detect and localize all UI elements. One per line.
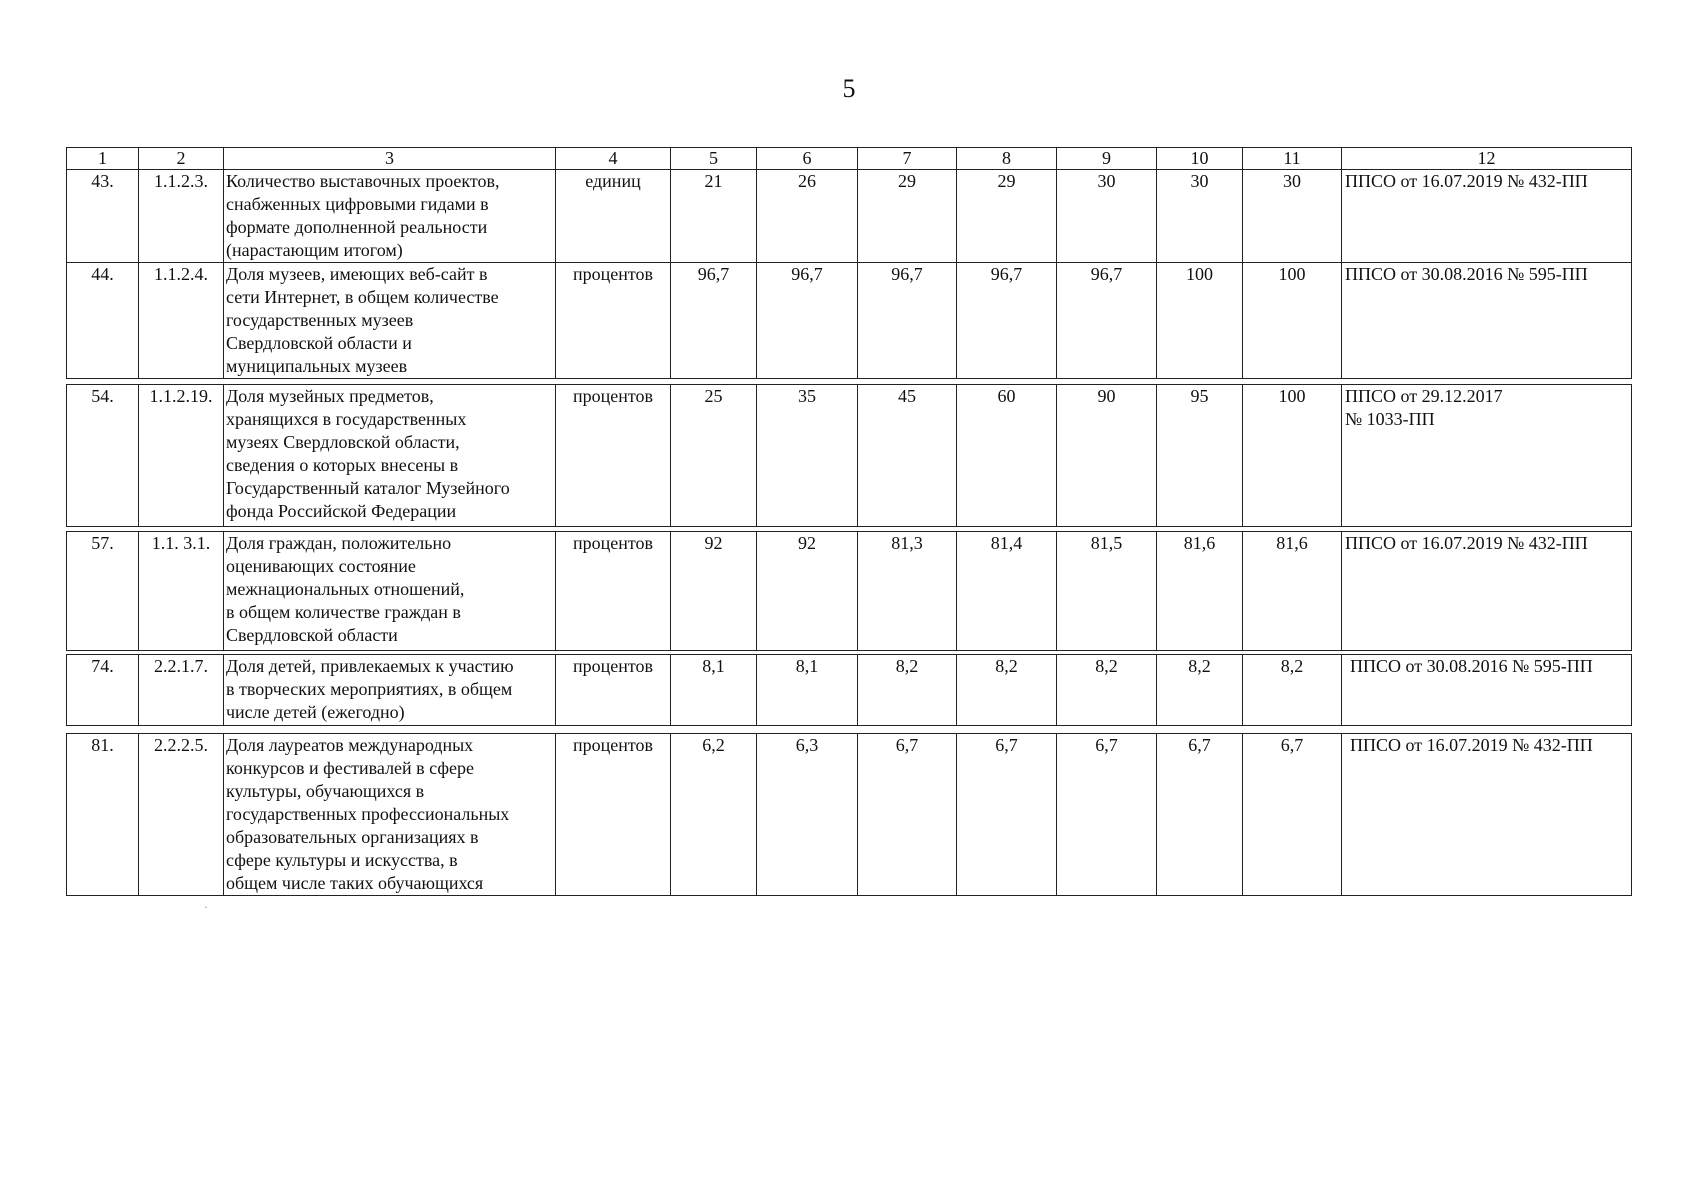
page-number: 5: [842, 74, 856, 103]
value-cell: 29: [858, 170, 957, 263]
row-number-cell: 57.: [67, 532, 139, 651]
description-line: государственных профессиональных: [226, 804, 510, 824]
description-line: в общем количестве граждан в: [226, 602, 461, 622]
column-number-header: 4: [556, 148, 671, 170]
description-line: Государственный каталог Музейного: [226, 478, 510, 498]
indicator-description-cell: [224, 263, 556, 379]
column-number-header: 10: [1157, 148, 1243, 170]
description-line: Количество выставочных проектов,: [226, 171, 500, 191]
value-cell: 21: [671, 170, 757, 263]
source-document-cell: [1342, 263, 1632, 379]
value-cell: 81,3: [858, 532, 957, 651]
source-document-cell: [1342, 385, 1632, 527]
column-number-header: 12: [1342, 148, 1632, 170]
indicator-code-cell: 1.1.2.4.: [139, 263, 224, 379]
value-cell: 8,2: [858, 655, 957, 726]
source-line: ППСО от 16.07.2019 № 432-ПП: [1350, 735, 1593, 755]
description-line: сети Интернет, в общем количестве: [226, 287, 499, 307]
value-cell: 6,2: [671, 734, 757, 896]
row-number-cell: 74.: [67, 655, 139, 726]
value-cell: 90: [1057, 385, 1157, 527]
source-line: № 1033-ПП: [1345, 409, 1435, 429]
value-cell: 81,4: [957, 532, 1057, 651]
value-cell: 81,5: [1057, 532, 1157, 651]
value-cell: 60: [957, 385, 1057, 527]
value-cell: 6,7: [1243, 734, 1342, 896]
description-line: в творческих мероприятиях, в общем: [226, 679, 513, 699]
value-cell: 6,7: [957, 734, 1057, 896]
source-line: ППСО от 29.12.2017: [1345, 386, 1503, 406]
column-number-header: 9: [1057, 148, 1157, 170]
indicator-code-cell: 2.2.1.7.: [139, 655, 224, 726]
value-cell: 25: [671, 385, 757, 527]
value-cell: 96,7: [1057, 263, 1157, 379]
column-number-header: 3: [224, 148, 556, 170]
value-cell: 6,7: [1157, 734, 1243, 896]
indicator-table-segment: [66, 531, 1632, 651]
description-line: конкурсов и фестивалей в сфере: [226, 758, 475, 778]
scan-speck: ·: [204, 900, 208, 914]
unit-cell: процентов: [556, 385, 671, 527]
value-cell: 96,7: [858, 263, 957, 379]
description-line: хранящихся в государственных: [226, 409, 467, 429]
table-row: [67, 734, 1632, 896]
description-line: Свердловской области и: [226, 333, 412, 353]
value-cell: 30: [1243, 170, 1342, 263]
indicator-table-segment: [66, 733, 1632, 896]
unit-cell: единиц: [556, 170, 671, 263]
value-cell: 96,7: [671, 263, 757, 379]
source-line: ППСО от 16.07.2019 № 432-ПП: [1345, 533, 1588, 553]
description-line: сведения о которых внесены в: [226, 455, 459, 475]
value-cell: 100: [1243, 385, 1342, 527]
source-line: ППСО от 30.08.2016 № 595-ПП: [1345, 264, 1588, 284]
row-number-cell: 81.: [67, 734, 139, 896]
indicator-description-cell: [224, 532, 556, 651]
unit-cell: процентов: [556, 655, 671, 726]
value-cell: 6,3: [757, 734, 858, 896]
value-cell: 8,2: [1243, 655, 1342, 726]
description-line: Доля музеев, имеющих веб-сайт в: [226, 264, 488, 284]
value-cell: 30: [1057, 170, 1157, 263]
unit-cell: процентов: [556, 532, 671, 651]
row-number-cell: 54.: [67, 385, 139, 527]
column-number-header: 5: [671, 148, 757, 170]
column-number-header: 8: [957, 148, 1057, 170]
description-line: Доля лауреатов международных: [226, 735, 474, 755]
table-row: [67, 170, 1632, 263]
value-cell: 8,1: [671, 655, 757, 726]
value-cell: 6,7: [858, 734, 957, 896]
header-row: [67, 148, 1632, 170]
indicator-table-segment: [66, 384, 1632, 527]
indicator-description-cell: [224, 655, 556, 726]
table-row: [67, 385, 1632, 527]
description-line: оценивающих состояние: [226, 556, 416, 576]
value-cell: 8,2: [957, 655, 1057, 726]
indicator-description-cell: [224, 170, 556, 263]
value-cell: 81,6: [1157, 532, 1243, 651]
value-cell: 100: [1243, 263, 1342, 379]
value-cell: 45: [858, 385, 957, 527]
value-cell: 26: [757, 170, 858, 263]
indicator-description-cell: [224, 385, 556, 527]
description-line: формате дополненной реальности: [226, 217, 488, 237]
column-number-header: 7: [858, 148, 957, 170]
value-cell: 6,7: [1057, 734, 1157, 896]
description-line: образовательных организациях в: [226, 827, 479, 847]
value-cell: 96,7: [957, 263, 1057, 379]
value-cell: 96,7: [757, 263, 858, 379]
indicator-code-cell: 2.2.2.5.: [139, 734, 224, 896]
value-cell: 92: [671, 532, 757, 651]
value-cell: 29: [957, 170, 1057, 263]
description-line: государственных музеев: [226, 310, 414, 330]
description-line: музеях Свердловской области,: [226, 432, 460, 452]
description-line: фонда Российской Федерации: [226, 501, 457, 521]
table-row: [67, 655, 1632, 726]
value-cell: 8,2: [1157, 655, 1243, 726]
description-line: культуры, обучающихся в: [226, 781, 425, 801]
value-cell: 92: [757, 532, 858, 651]
table-row: [67, 532, 1632, 651]
value-cell: 30: [1157, 170, 1243, 263]
value-cell: 95: [1157, 385, 1243, 527]
row-number-cell: 44.: [67, 263, 139, 379]
description-line: снабженных цифровыми гидами в: [226, 194, 489, 214]
indicator-code-cell: 1.1.2.19.: [139, 385, 224, 527]
description-line: числе детей (ежегодно): [226, 702, 405, 722]
description-line: межнациональных отношений,: [226, 579, 465, 599]
indicator-description-cell: [224, 734, 556, 896]
description-line: Доля детей, привлекаемых к участию: [226, 656, 514, 676]
source-line: ППСО от 30.08.2016 № 595-ПП: [1350, 656, 1593, 676]
description-line: Доля музейных предметов,: [226, 386, 434, 406]
column-number-header: 1: [67, 148, 139, 170]
indicator-table-segment: [66, 654, 1632, 726]
table-row: [67, 263, 1632, 379]
value-cell: 35: [757, 385, 858, 527]
value-cell: 8,2: [1057, 655, 1157, 726]
indicator-code-cell: 1.1. 3.1.: [139, 532, 224, 651]
source-document-cell: [1342, 655, 1632, 726]
description-line: сфере культуры и искусства, в: [226, 850, 458, 870]
source-document-cell: [1342, 734, 1632, 896]
description-line: общем числе таких обучающихся: [226, 873, 484, 893]
description-line: Свердловской области: [226, 625, 398, 645]
value-cell: 81,6: [1243, 532, 1342, 651]
value-cell: 8,1: [757, 655, 858, 726]
column-number-header: 11: [1243, 148, 1342, 170]
description-line: муниципальных музеев: [226, 356, 408, 376]
column-number-header: 6: [757, 148, 858, 170]
indicator-code-cell: 1.1.2.3.: [139, 170, 224, 263]
source-document-cell: [1342, 170, 1632, 263]
description-line: Доля граждан, положительно: [226, 533, 452, 553]
source-line: ППСО от 16.07.2019 № 432-ПП: [1345, 171, 1588, 191]
column-number-header: 2: [139, 148, 224, 170]
value-cell: 100: [1157, 263, 1243, 379]
description-line: (нарастающим итогом): [226, 240, 403, 260]
unit-cell: процентов: [556, 734, 671, 896]
unit-cell: процентов: [556, 263, 671, 379]
indicator-table-segment: [66, 147, 1632, 379]
row-number-cell: 43.: [67, 170, 139, 263]
source-document-cell: [1342, 532, 1632, 651]
